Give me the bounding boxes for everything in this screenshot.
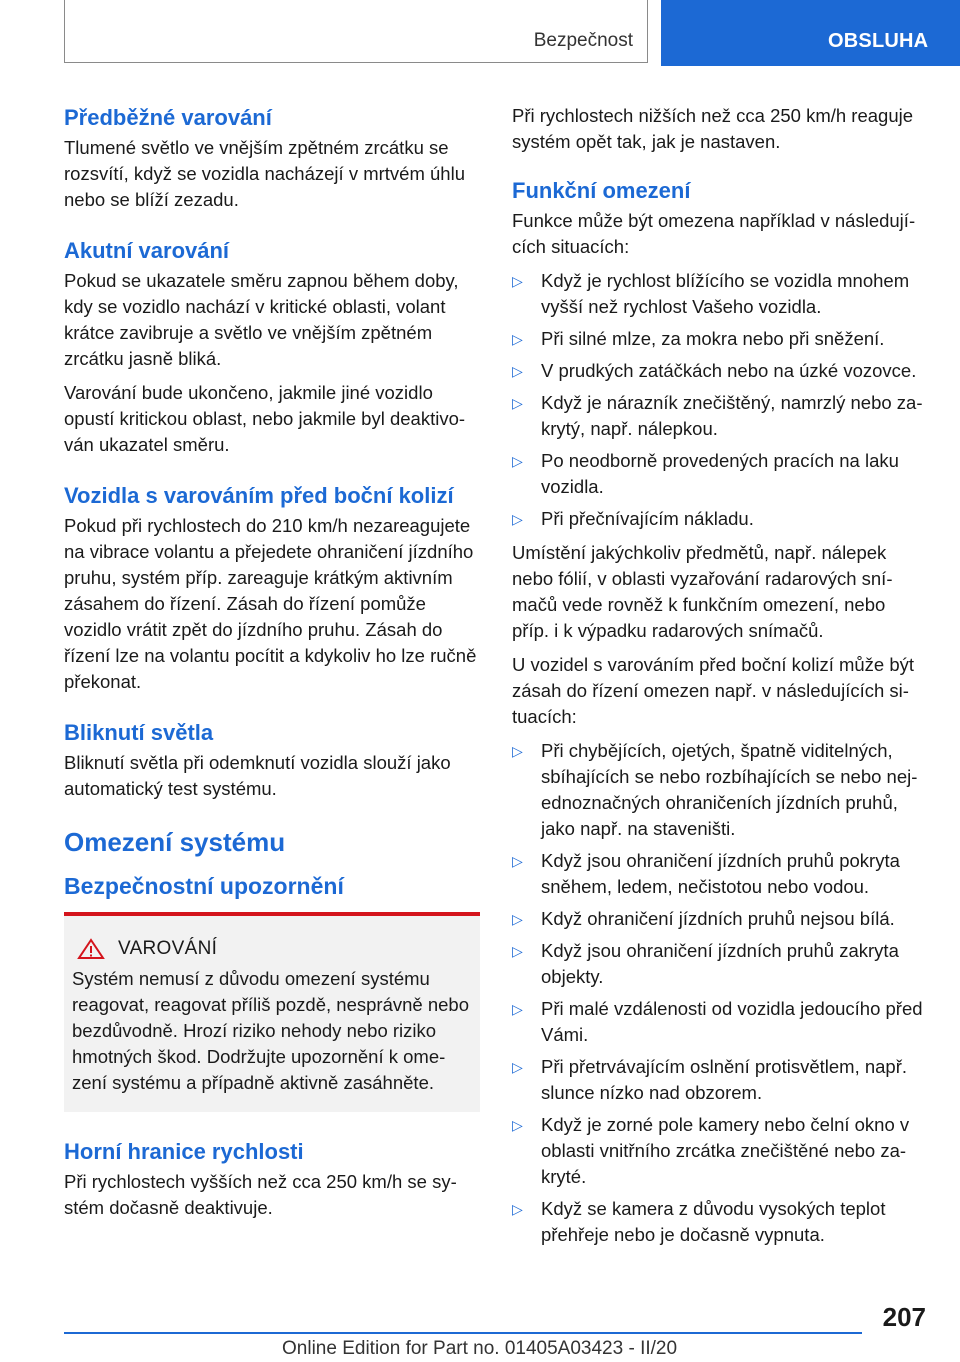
- functional-limits-list: [512, 268, 926, 532]
- bullet-arrow-icon: ▷: [512, 853, 523, 869]
- chapter-tab: OBSLUHA: [661, 0, 960, 66]
- left-column: [64, 104, 480, 1229]
- list-item: ▷ Po neodborně provedených pracích na laku vozidla.: [512, 450, 899, 497]
- paragraph-side-collision: Pokud při rychlostech do 210 km/h nezareagujete na vibrace volantu a přejedete ohraničení jízdního pruhu, systém příp. zareaguje krátkým aktivním zásahem do řízení. Zásah do řízení pomůže vozidlo vrátit zpět do jízdního pruhu. Zásah do řízení lze na volantu pocítit a kdykoliv ho lze ručně překonat.: [64, 515, 477, 692]
- bullet-arrow-icon: ▷: [512, 911, 523, 927]
- page-header: [0, 0, 960, 66]
- page-number: 207: [882, 1302, 926, 1332]
- bullet-arrow-icon: ▷: [512, 453, 523, 469]
- bullet-arrow-icon: ▷: [512, 511, 523, 527]
- bullet-arrow-icon: ▷: [512, 1001, 523, 1017]
- heading-safety-notes: Bezpečnostní upozornění: [64, 873, 344, 899]
- bullet-arrow-icon: ▷: [512, 331, 523, 347]
- paragraph-stickers: Umístění jakýchkoliv předmětů, např. nálepek nebo fólií, v oblasti vyzařování radarových snímačů vede rovněž k funkčním omezení, nebo příp. i k výpadku radarových snímačů.: [512, 542, 893, 641]
- list-item: ▷ V prudkých zatáčkách nebo na úzké vozovce.: [512, 358, 926, 384]
- list-item: ▷ Při silné mlze, za mokra nebo při sněžení.: [512, 326, 926, 352]
- paragraph-acute-1: Pokud se ukazatele směru zapnou během doby, kdy se vozidlo nachází v kritické oblasti, volant krátce zavibruje a světlo ve vnějším zpětném zrcátku jasně bliká.: [64, 270, 459, 369]
- list-item: ▷ Když je zorné pole kamery nebo čelní okno v oblasti vnitřního zrcátka znečištěné nebo zakryté.: [512, 1114, 910, 1187]
- list-item: ▷ Při přetrvávajícím oslnění protisvětlem, např. slunce nízko nad obzorem.: [512, 1056, 908, 1103]
- list-item: ▷ Když je rychlost blížícího se vozidla mnohem vyšší než rychlost Vašeho vozidla.: [512, 270, 910, 317]
- bullet-arrow-icon: ▷: [512, 363, 523, 379]
- warning-triangle-icon: [72, 938, 110, 960]
- list-item: ▷ Při chybějících, ojetých, špatně viditelných, sbíhajících se nebo rozbíhajících se nebo nejednoznačných ohraničeních jízdních pruhů, jako např. na staveništi.: [512, 740, 918, 839]
- heading-light-flash: Bliknutí světla: [64, 720, 214, 745]
- heading-system-limits: Omezení systému: [64, 827, 286, 857]
- bullet-arrow-icon: ▷: [512, 1059, 523, 1075]
- heading-functional-limits: Funkční omezení: [512, 178, 691, 203]
- heading-side-collision: Vozidla s varováním před boční kolizí: [64, 483, 454, 508]
- heading-acute-warning: Akutní varování: [64, 238, 230, 263]
- right-column: [512, 103, 926, 1256]
- paragraph-upper-speed-limit: Při rychlostech vyšších než cca 250 km/h se systém dočasně deaktivuje.: [64, 1171, 457, 1218]
- page-footer: [0, 1290, 960, 1362]
- list-item: ▷ Když se kamera z důvodu vysokých teplot přehřeje nebo je dočasně vypnuta.: [512, 1198, 886, 1245]
- paragraph-intro: Při rychlostech nižších než cca 250 km/h reaguje systém opět tak, jak je nastaven.: [512, 105, 914, 152]
- list-item: ▷ Když ohraničení jízdních pruhů nejsou bílá.: [512, 906, 926, 932]
- warning-box: [64, 912, 480, 1112]
- warning-label: VAROVÁNÍ: [118, 938, 218, 959]
- section-header-box: [64, 0, 648, 63]
- list-item: ▷ Když je nárazník znečištěný, namrzlý nebo zakrytý, např. nálepkou.: [512, 392, 923, 439]
- paragraph-acute-2: Varování bude ukončeno, jakmile jiné vozidlo opustí kritickou oblast, nebo jakmile byl deaktivován ukazatel směru.: [64, 382, 466, 455]
- warning-title: [72, 938, 472, 960]
- bullet-arrow-icon: ▷: [512, 273, 523, 289]
- heading-pre-warning: Předběžné varování: [64, 105, 272, 130]
- bullet-arrow-icon: ▷: [512, 1117, 523, 1133]
- steering-limits-list: [512, 738, 926, 1248]
- list-item: ▷ Když jsou ohraničení jízdních pruhů zakryta objekty.: [512, 940, 899, 987]
- paragraph-pre-warning: Tlumené světlo ve vnějším zpětném zrcátku se rozsvítí, když se vozidla nacházejí v mrtvém úhlu nebo se blíží zezadu.: [64, 137, 465, 210]
- paragraph-functional-limits: Funkce může být omezena například v následujících situacích:: [512, 210, 916, 257]
- list-item: ▷ Při přečnívajícím nákladu.: [512, 506, 926, 532]
- footer-divider: [64, 1332, 862, 1334]
- heading-upper-speed-limit: Horní hranice rychlosti: [64, 1139, 304, 1164]
- edition-note: Online Edition for Part no. 01405A03423 - II/20: [282, 1338, 678, 1359]
- bullet-arrow-icon: ▷: [512, 395, 523, 411]
- paragraph-light-flash: Bliknutí světla při odemknutí vozidla slouží jako automatický test systému.: [64, 752, 451, 799]
- section-title: Bezpečnost: [533, 30, 633, 51]
- bullet-arrow-icon: ▷: [512, 1201, 523, 1217]
- warning-text: Systém nemusí z důvodu omezení systému reagovat, reagovat příliš pozdě, nesprávně nebo bezdůvodně. Hrozí riziko nehody nebo riziko hmotných škod. Dodržujte upozornění k omezení systému a případně aktivně zasáhněte.: [72, 968, 469, 1093]
- paragraph-steering-limits: U vozidel s varováním před boční kolizí může být zásah do řízení omezen např. v následujících situacích:: [512, 654, 915, 727]
- bullet-arrow-icon: ▷: [512, 943, 523, 959]
- list-item: ▷ Při malé vzdálenosti od vozidla jedoucího před Vámi.: [512, 998, 923, 1045]
- bullet-arrow-icon: ▷: [512, 743, 523, 759]
- list-item: ▷ Když jsou ohraničení jízdních pruhů pokryta sněhem, ledem, nečistotou nebo vodou.: [512, 850, 900, 897]
